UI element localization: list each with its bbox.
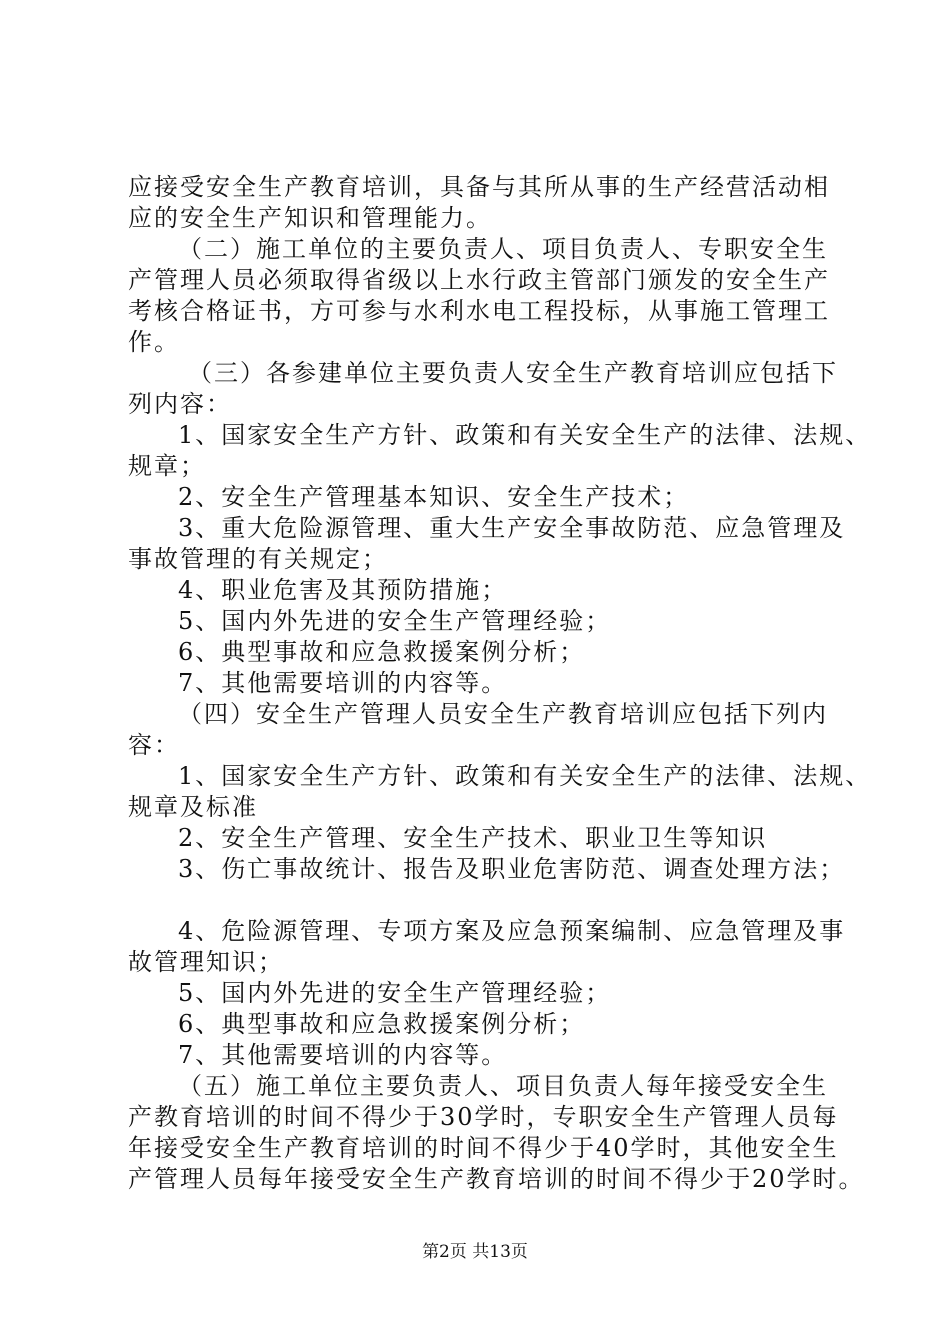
blank-line (128, 885, 840, 916)
list-item: 3、伤亡事故统计、报告及职业危害防范、调查处理方法； (178, 855, 846, 883)
text-line: 应接受安全生产教育培训，具备与其所从事的生产经营活动相 (128, 173, 830, 201)
list-item: 7、其他需要培训的内容等。 (178, 1041, 508, 1069)
list-item: 6、典型事故和应急救援案例分析； (178, 638, 586, 666)
text-line: 事故管理的有关规定； (128, 545, 388, 573)
text-line: 产管理人员必须取得省级以上水行政主管部门颁发的安全生产 (128, 266, 830, 294)
text-line: 应的安全生产知识和管理能力。 (128, 204, 492, 232)
list-item: 2、安全生产管理基本知识、安全生产技术； (178, 483, 690, 511)
list-item: 1、国家安全生产方针、政策和有关安全生产的法律、法规、 (178, 762, 872, 790)
list-item: 5、国内外先进的安全生产管理经验； (178, 607, 612, 635)
text-line: 故管理知识； (128, 948, 284, 976)
list-item: 7、其他需要培训的内容等。 (178, 669, 508, 697)
list-item: 5、国内外先进的安全生产管理经验； (178, 979, 612, 1007)
section-heading-4: （四）安全生产管理人员安全生产教育培训应包括下列内 (178, 700, 828, 728)
text-line: 年接受安全生产教育培训的时间不得少于40学时，其他安全生 (128, 1134, 839, 1162)
list-item: 3、重大危险源管理、重大生产安全事故防范、应急管理及 (178, 514, 846, 542)
text-line: 列内容： (128, 390, 232, 418)
section-heading-2: （二）施工单位的主要负责人、项目负责人、专职安全生 (178, 235, 828, 263)
text-line: 产教育培训的时间不得少于30学时，专职安全生产管理人员每 (128, 1103, 839, 1131)
list-item: 6、典型事故和应急救援案例分析； (178, 1010, 586, 1038)
text-line: 作。 (128, 328, 180, 356)
list-item: 1、国家安全生产方针、政策和有关安全生产的法律、法规、 (178, 421, 872, 449)
text-line: 规章； (128, 452, 206, 480)
text-line: 产管理人员每年接受安全生产教育培训的时间不得少于20学时。 (128, 1165, 865, 1193)
text-line: 规章及标准 (128, 793, 258, 821)
document-body (128, 172, 872, 1195)
list-item: 2、安全生产管理、安全生产技术、职业卫生等知识 (178, 824, 768, 852)
section-heading-3: （三）各参建单位主要负责人安全生产教育培训应包括下 (188, 359, 838, 387)
list-item: 4、职业危害及其预防措施； (178, 576, 508, 604)
text-line: 容： (128, 731, 180, 759)
page-number-footer: 第2页 共13页 (422, 1242, 528, 1262)
text-line: 考核合格证书，方可参与水利水电工程投标，从事施工管理工 (128, 297, 830, 325)
list-item: 4、危险源管理、专项方案及应急预案编制、应急管理及事 (178, 917, 846, 945)
section-heading-5: （五）施工单位主要负责人、项目负责人每年接受安全生 (178, 1072, 828, 1100)
